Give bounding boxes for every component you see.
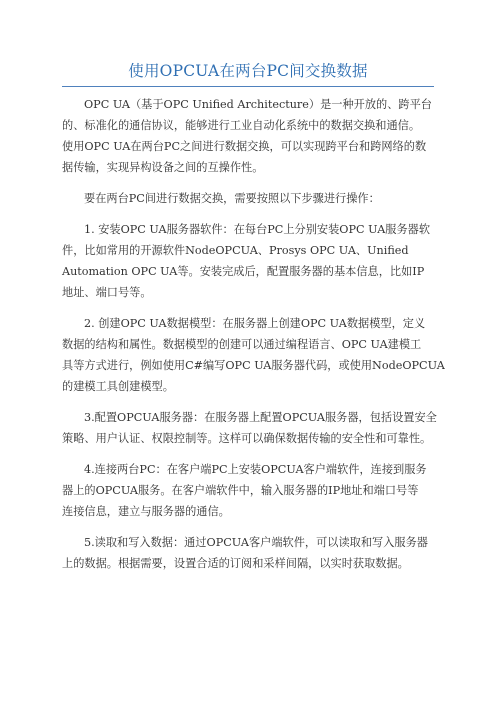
paragraph-line: 具等方式进行，例如使用C#编写OPC UA服务器代码，或使用NodeOPCUA xyxy=(62,359,445,372)
paragraph-line: 要在两台PC间进行数据交换，需要按照以下步骤进行操作： xyxy=(84,192,380,205)
paragraph-steps-intro xyxy=(62,188,436,209)
title-underline xyxy=(62,86,434,87)
paragraph-line: 3.配置OPCUA服务器：在服务器上配置OPCUA服务器，包括设置安全 xyxy=(84,411,437,424)
paragraph-line: 5.读取和写入数据：通过OPCUA客户端软件，可以读取和写入服务器 xyxy=(84,536,428,549)
paragraph-line: 2. 创建OPC UA数据模型：在服务器上创建OPC UA数据模型，定义 xyxy=(84,317,426,330)
paragraph-line: 策略、用户认证、权限控制等。这样可以确保数据传输的安全性和可靠性。 xyxy=(62,432,432,445)
document-title: 使用OPCUA在两台PC间交换数据 xyxy=(128,62,368,80)
paragraph-line: 1. 安装OPC UA服务器软件：在每台PC上分别安装OPC UA服务器软 xyxy=(84,223,431,236)
paragraph-line: 地址、端口号等。 xyxy=(62,286,152,299)
paragraph-step-4 xyxy=(62,459,436,522)
paragraph-line: Automation OPC UA等。安装完成后，配置服务器的基本信息，比如IP xyxy=(62,265,425,278)
paragraph-line: OPC UA（基于OPC Unified Architecture）是一种开放的、跨平台 xyxy=(84,98,432,111)
paragraph-line: 的建模工具创建模型。 xyxy=(62,380,174,393)
paragraph-step-5 xyxy=(62,532,436,574)
paragraph-line: 4.连接两台PC：在客户端PC上安装OPCUA客户端软件，连接到服务 xyxy=(84,463,427,476)
paragraph-step-1 xyxy=(62,219,436,303)
paragraph-step-2 xyxy=(62,313,445,397)
paragraph-line: 器上的OPCUA服务。在客户端软件中，输入服务器的IP地址和端口号等 xyxy=(62,484,419,497)
paragraph-line: 数据的结构和属性。数据模型的创建可以通过编程语言、OPC UA建模工 xyxy=(62,338,422,351)
paragraph-intro xyxy=(62,94,436,178)
paragraph-line: 件，比如常用的开源软件NodeOPCUA、Prosys OPC UA、Unified xyxy=(62,244,409,257)
paragraph-line: 据传输，实现异构设备之间的互操作性。 xyxy=(62,161,264,174)
paragraph-step-3 xyxy=(62,407,436,449)
document-body xyxy=(62,94,445,584)
paragraph-line: 连接信息，建立与服务器的通信。 xyxy=(62,505,230,518)
paragraph-line: 上的数据。根据需要，设置合适的订阅和采样间隔，以实时获取数据。 xyxy=(62,557,409,570)
paragraph-line: 使用OPC UA在两台PC之间进行数据交换，可以实现跨平台和跨网络的数 xyxy=(62,140,427,153)
paragraph-line: 的、标准化的通信协议，能够进行工业自动化系统中的数据交换和通信。 xyxy=(62,119,421,132)
